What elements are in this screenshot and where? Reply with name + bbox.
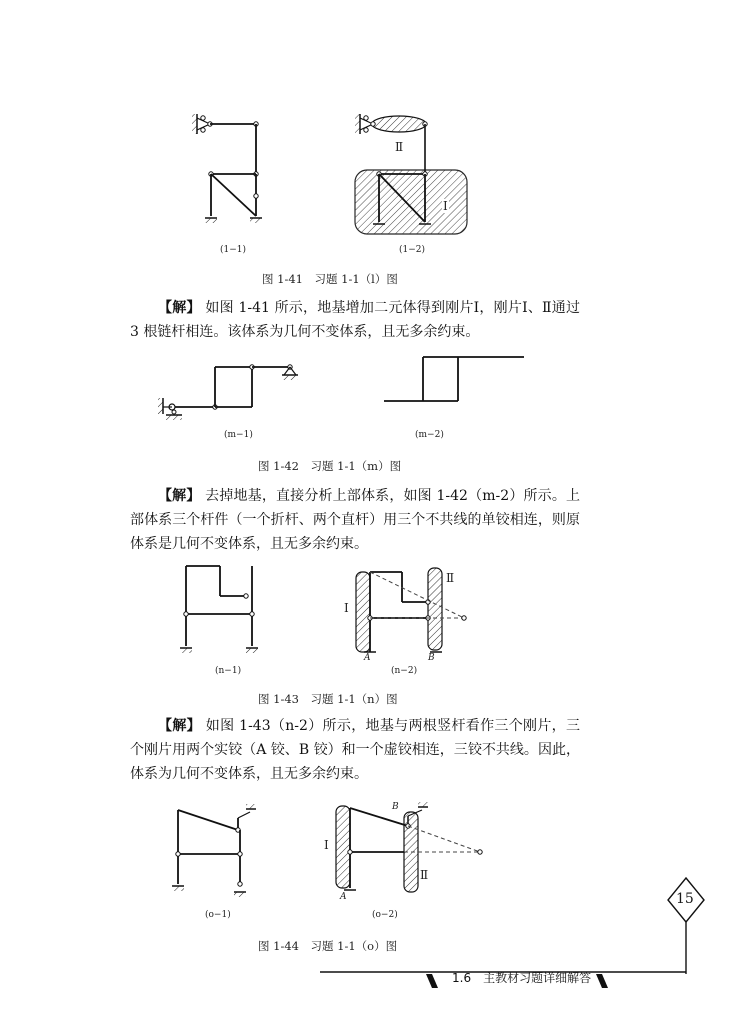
figure-1-44-label-I: Ⅰ bbox=[324, 838, 329, 852]
figure-1-41-sublabel-2: (1−2) bbox=[399, 245, 426, 255]
figure-1-44-caption: 图 1-44 习题 1-1（o）图 bbox=[258, 939, 398, 953]
figure-1-44-1 bbox=[166, 800, 261, 905]
figure-1-43-label-I: Ⅰ bbox=[344, 601, 349, 615]
figure-1-44-sublabel-2: (o−2) bbox=[372, 910, 398, 920]
figure-1-42-2 bbox=[378, 350, 530, 410]
figure-1-42-sublabel-2: (m−2) bbox=[415, 430, 444, 440]
figure-1-43-1 bbox=[176, 560, 266, 660]
figure-1-41-caption: 图 1-41 习题 1-1（l）图 bbox=[262, 272, 398, 286]
solution-tag: 【解】 bbox=[158, 488, 201, 504]
footer-section-title: 1.6 主教材习题详细解答 bbox=[452, 971, 592, 985]
figure-1-43-label-II: Ⅱ bbox=[446, 571, 455, 585]
figure-1-42-caption: 图 1-42 习题 1-1（m）图 bbox=[258, 459, 402, 473]
solution-tag: 【解】 bbox=[158, 300, 201, 316]
solution-paragraph-1 bbox=[130, 296, 580, 344]
figure-1-44-sublabel-1: (o−1) bbox=[205, 910, 231, 920]
figure-1-44-2 bbox=[330, 800, 490, 900]
figure-1-41-sublabel-1: (1−1) bbox=[220, 245, 247, 255]
figure-1-42-sublabel-1: (m−1) bbox=[224, 430, 253, 440]
page-number: 15 bbox=[676, 891, 694, 907]
figure-1-43-sublabel-2: (n−2) bbox=[391, 666, 418, 676]
figure-1-42-1 bbox=[152, 356, 312, 430]
solution-text: 去掉地基，直接分析上部体系，如图 1-42（m-2）所示。上部体系三个杆件（一个折杆、两个直杆）用三个不共线的单铰相连，则原体系是几何不变体系，且无多余约束。 bbox=[130, 488, 580, 552]
solution-text: 如图 1-43（n-2）所示，地基与两根竖杆看作三个刚片，三个刚片用两个实铰（A 铰、B 铰）和一个虚铰相连，三铰不共线。因此，体系为几何不变体系，且无多余约束。 bbox=[130, 718, 581, 782]
figure-1-43-caption: 图 1-43 习题 1-1（n）图 bbox=[258, 692, 398, 706]
figure-1-43-label-A: A bbox=[364, 653, 371, 663]
figure-1-43-label-B: B bbox=[428, 653, 435, 663]
solution-paragraph-3 bbox=[130, 714, 580, 786]
figure-1-44-label-II: Ⅱ bbox=[420, 868, 429, 882]
figure-1-41-1 bbox=[180, 100, 290, 240]
figure-1-44-label-B: B bbox=[392, 802, 399, 812]
figure-1-41-2 bbox=[345, 100, 480, 240]
solution-paragraph-2 bbox=[130, 484, 580, 556]
rigid-body-label-I: Ⅰ bbox=[443, 199, 448, 213]
rigid-body-label-II: Ⅱ bbox=[395, 140, 404, 154]
figure-1-44-label-A: A bbox=[340, 892, 347, 902]
solution-tag: 【解】 bbox=[158, 718, 201, 734]
figure-1-43-sublabel-1: (n−1) bbox=[215, 666, 242, 676]
solution-text: 如图 1-41 所示，地基增加二元体得到刚片Ⅰ，刚片Ⅰ、Ⅱ通过 3 根链杆相连。该体系为几何不变体系，且无多余约束。 bbox=[130, 300, 580, 340]
figure-1-43-2 bbox=[350, 562, 475, 664]
